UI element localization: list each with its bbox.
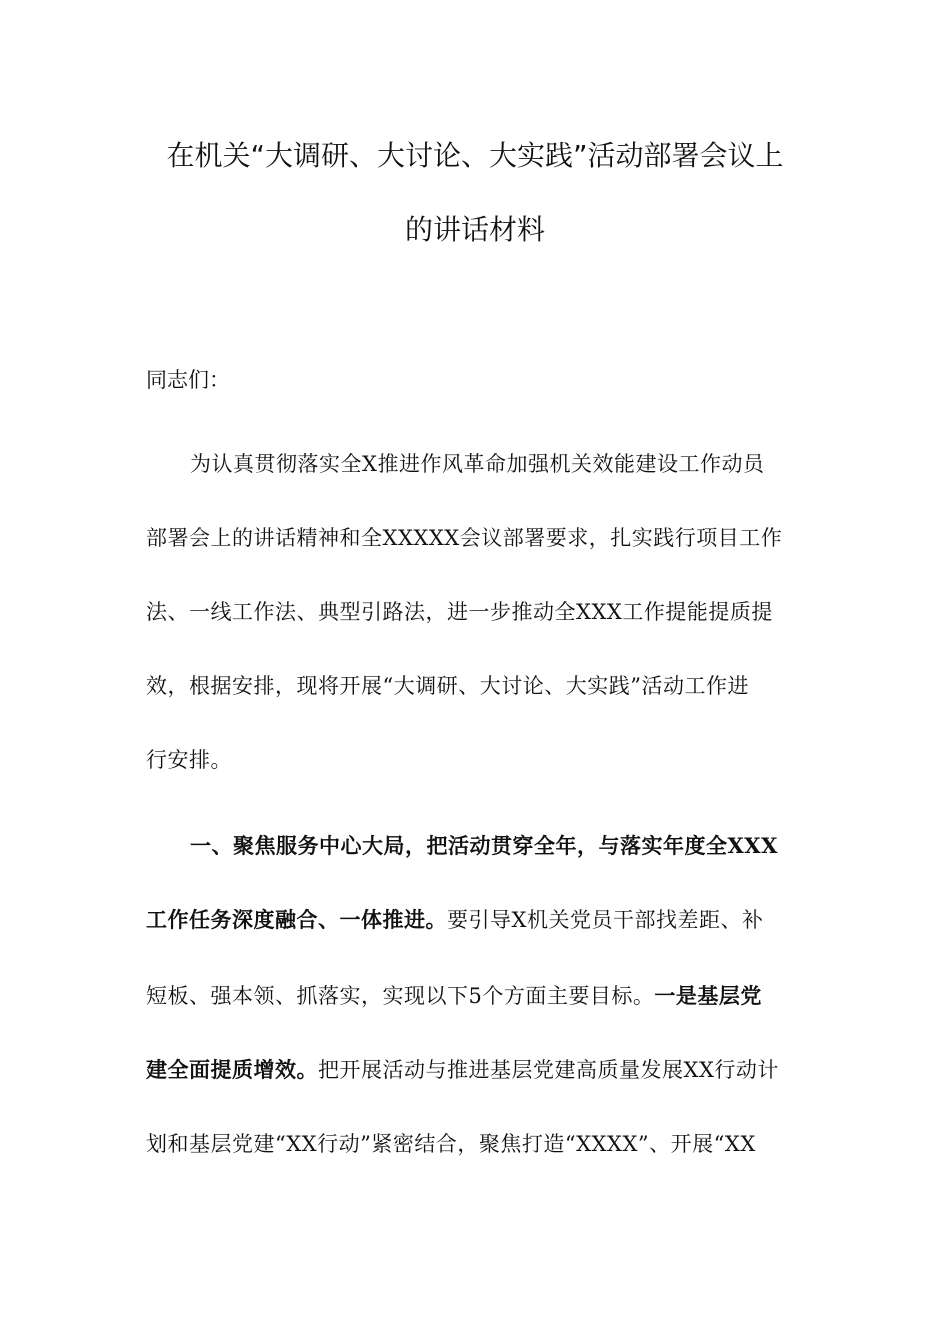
goal-one-heading: 一是基层党: [654, 983, 762, 1008]
paragraph-2-text-c: 把开展活动与推进基层党建高质量发展XX行动计: [318, 1058, 779, 1082]
document-title-line-1: 在机关“大调研、大讨论、大实践”活动部署会议上: [166, 139, 784, 172]
paragraph-1-line-2: 部署会上的讲话精神和全XXXXX会议部署要求，扎实践行项目工作: [146, 526, 783, 550]
paragraph-2-text-a: 要引导X机关党员干部找差距、补: [447, 908, 764, 932]
goal-one-heading-cont: 建全面提质增效。: [146, 1057, 318, 1082]
greeting: 同志们：: [146, 368, 230, 392]
paragraph-1-line-5: 行安排。: [146, 748, 232, 772]
paragraph-2-text-b: 短板、强本领、抓落实，实现以下5个方面主要目标。: [146, 984, 655, 1008]
paragraph-2-line-3: [146, 980, 806, 1010]
paragraph-2-line-4: [146, 1054, 806, 1084]
paragraph-2-line-1: [190, 830, 806, 860]
heading-one: 一、聚焦服务中心大局，把活动贯穿全年，与落实年度全XXX: [190, 833, 778, 858]
paragraph-1-line-1: 为认真贯彻落实全X推进作风革命加强机关效能建设工作动员: [190, 452, 765, 476]
heading-one-cont: 工作任务深度融合、一体推进。: [146, 907, 447, 932]
paragraph-2-line-5: 划和基层党建“XX行动”紧密结合，聚焦打造“XXXX”、开展“XX: [146, 1132, 756, 1156]
document-title-line-2: 的讲话材料: [404, 213, 545, 246]
paragraph-1-line-4: 效，根据安排，现将开展“大调研、大讨论、大实践”活动工作进: [146, 674, 749, 698]
paragraph-1-line-3: 法、一线工作法、典型引路法，进一步推动全XXX工作提能提质提: [146, 600, 773, 624]
paragraph-2-line-2: [146, 904, 806, 934]
